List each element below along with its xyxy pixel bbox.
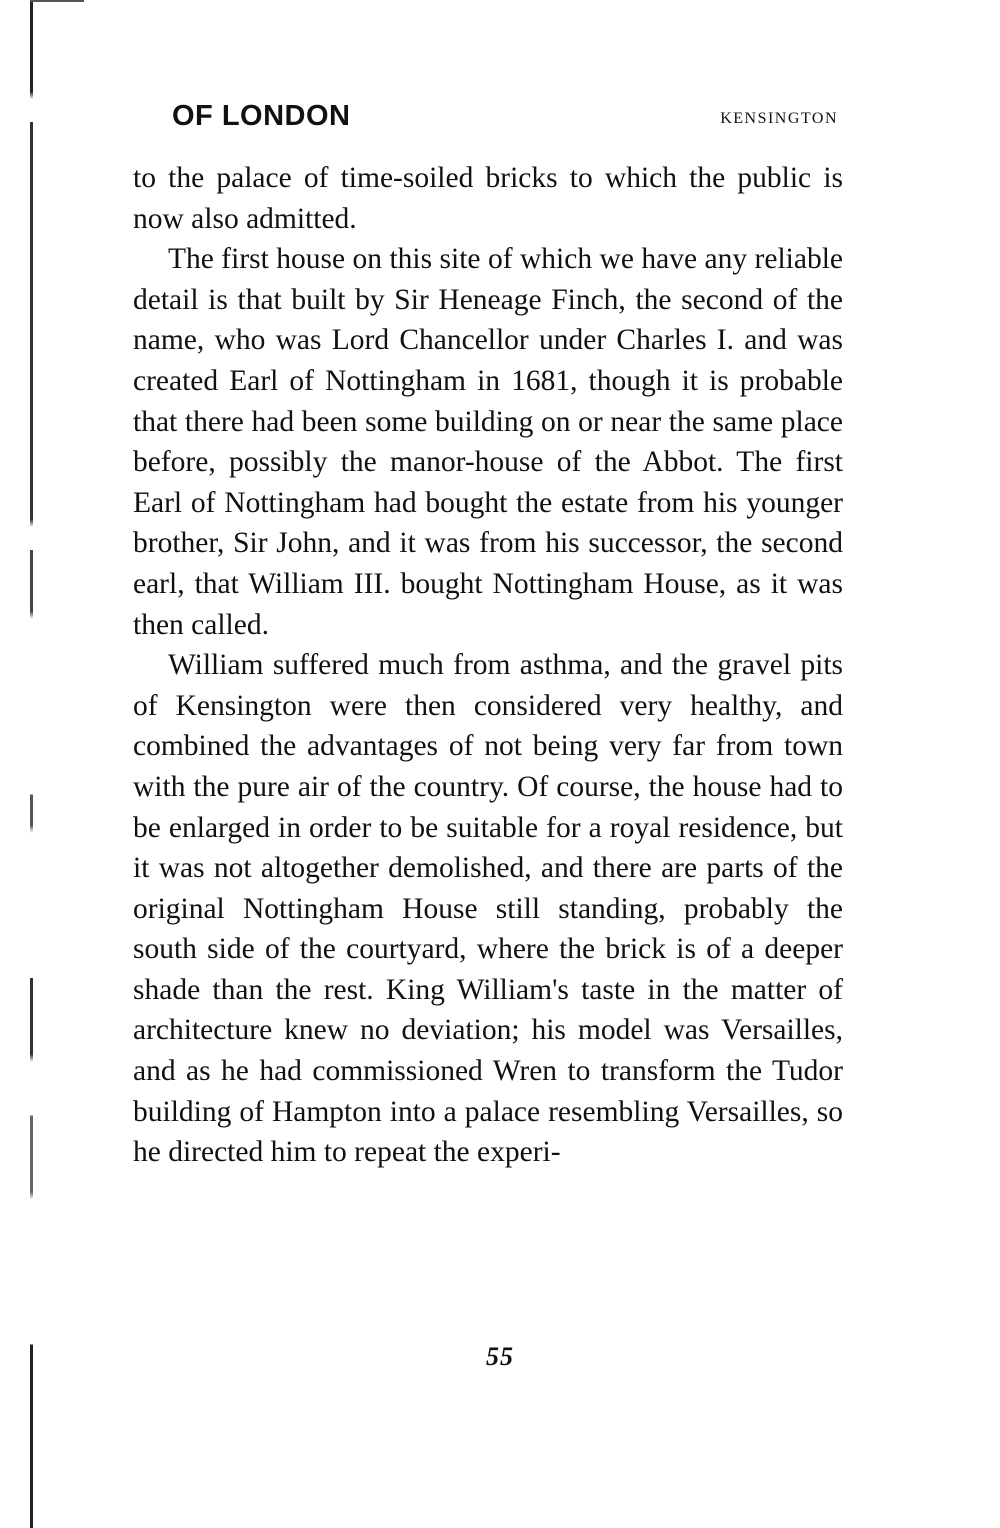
running-head (172, 100, 838, 140)
body-text (133, 158, 843, 1173)
paragraph-continuation: to the palace of time-soiled bricks to which the public is now also admitted. (133, 162, 843, 235)
paragraph-william-asthma: William suffered much from asthma, and the gravel pits of Kensington were then considered very healthy, and combined the advantages of not being very far from town with the pure air of the country. Of course, the house had to be enlarged in order to be suitable for a royal residence, but it was not altogether demolished, and there are parts of the original Nottingham House still standing, probably the south side of the courtyard, where the brick is of a deeper shade than the rest. King William's taste in the matter of architecture knew no deviation; his model was Versailles, and as he had commissioned Wren to transform the Tudor building of Hampton into a palace resembling Versailles, so he directed him to repeat the experi- (133, 649, 843, 1169)
running-head-title: OF LONDON (172, 100, 351, 132)
page-number: 55 (486, 1342, 514, 1371)
paragraph-first-house: The first house on this site of which we have any reliable detail is that built by Sir Heneage Finch, the second of the name, who was Lord Chancellor under Charles I. and was created Earl of Nottingham in 1681, though it is probable that there had been some building on or near the same place before, possibly the manor-house of the Abbot. The first Earl of Nottingham had bought the estate from his younger brother, Sir John, and it was from his successor, the second earl, that William III. bought Nottingham House, as it was then called. (133, 243, 843, 641)
page-binding-edge (30, 0, 33, 1528)
page-corner-mark (30, 0, 84, 2)
running-head-section: KENSINGTON (720, 110, 838, 127)
